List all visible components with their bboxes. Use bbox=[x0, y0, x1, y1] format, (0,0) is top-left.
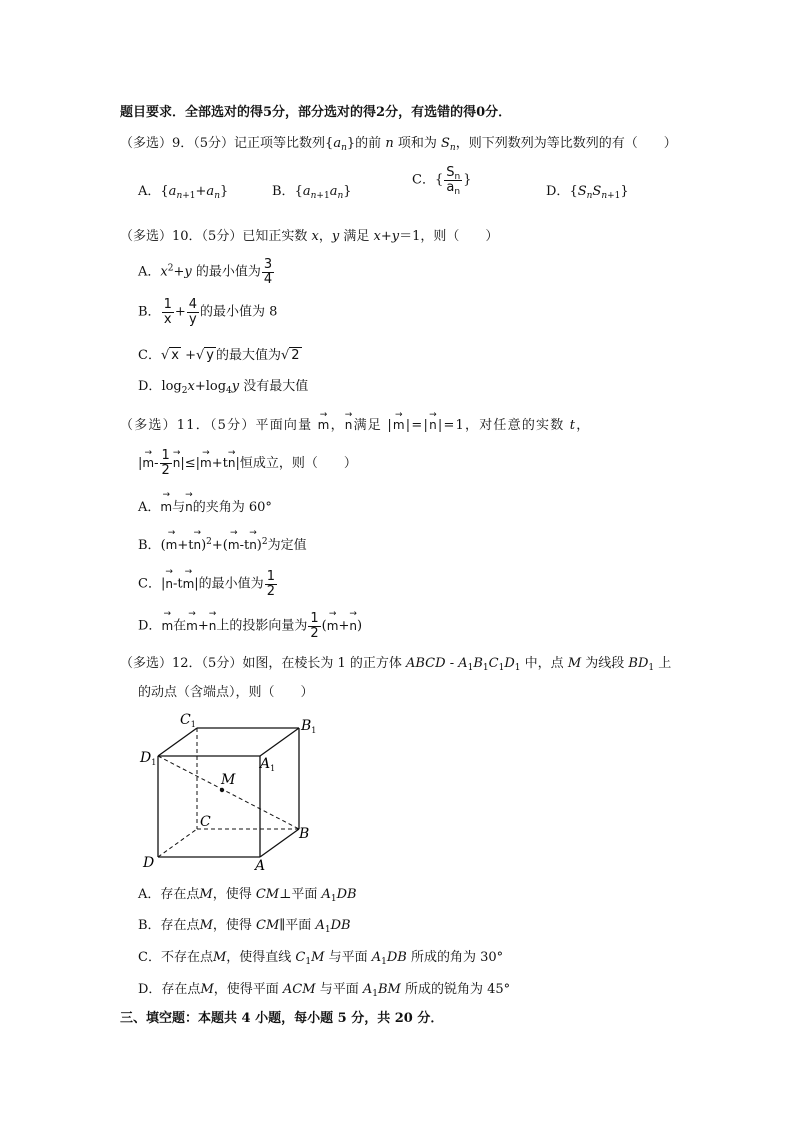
question-12-stem-line2: 的动点（含端点），则（ ） bbox=[138, 685, 314, 700]
q11-option-b: B．(→ $m+t\to n)^2+(\to m-t\to n)^2$为定值 bbox=[138, 532, 307, 553]
question-11-condition: |→ m- $\frac{1}{2}$ → n|≤|→ m+t→ n|恒成立，则（ ） bbox=[138, 448, 357, 478]
label-a1: $A_1$ bbox=[260, 756, 276, 773]
label-b: B bbox=[299, 826, 310, 842]
q11-option-a: A．→ m与→ n的夹角为 60° bbox=[138, 494, 272, 515]
q9-option-b: B．$\{a_{n+1}a_n\}$ bbox=[272, 184, 352, 201]
section-3-header: 三、填空题：本题共 4 小题，每小题 5 分，共 20 分． bbox=[120, 1011, 444, 1026]
question-9-stem: （多选）9．（5分）记正项等比数列$\{a_n\}$的前 n 项和为 $S_n$，则下列数列为等比数列的有（ ） bbox=[120, 136, 677, 153]
question-11-stem: （多选）11．（5分）平面向量 → m，→ n满足 |→ m|=|→ n|=1，对任意的实数 t， bbox=[120, 410, 590, 435]
q11-option-d: D．→ m在→ m+→ n上的投影向量为 $\frac{1}{2}$ (→ m+→ n) bbox=[138, 612, 362, 640]
q10-option-a: A．$x^2+y$ 的最小值为 $\frac{3}{4}$ bbox=[138, 257, 273, 287]
q9-option-c: C．{ $\frac{S_n}{a_n}$ } bbox=[412, 165, 472, 197]
q10-option-b: B． $\frac{1}{x}$ + $\frac{4}{y}$ 的最小值为 8 bbox=[138, 297, 278, 327]
label-d1: $D_1$ bbox=[140, 750, 157, 767]
section-instructions: 题目要求．全部选对的得5分，部分选对的得2分，有选错的得0分． bbox=[120, 105, 512, 120]
label-c1: $C_1$ bbox=[180, 712, 196, 729]
q12-option-b: B．存在点M，使得 CM∥平面 $A_1DB$ bbox=[138, 918, 351, 935]
cube-figure bbox=[135, 712, 325, 872]
q9-option-a: A．$\{a_{n+1}+a_n\}$ bbox=[138, 184, 229, 201]
q12-option-a: A．存在点M，使得 CM⊥平面 $A_1DB$ bbox=[138, 887, 357, 904]
label-d: D bbox=[143, 855, 155, 871]
q12-option-d: D．存在点M，使得平面 ACM 与平面 $A_1BM$ 所成的锐角为 45° bbox=[138, 982, 511, 999]
question-12-stem: （多选）12．（5分）如图，在棱长为 1 的正方体 ABCD - $A_1B_1C_1D_1$ 中，点 M 为线段 $BD_1$ 上 bbox=[120, 656, 672, 673]
label-c: C bbox=[200, 814, 211, 830]
q11-option-c: C．|→ n-t→ m|的最小值为 $\frac{1}{2}$ bbox=[138, 570, 278, 598]
label-a: A bbox=[255, 858, 266, 872]
label-m: M bbox=[221, 772, 236, 788]
q10-option-c: C．√ x +√ y 的最大值为√ 2 bbox=[138, 348, 300, 363]
label-b1: $B_1$ bbox=[301, 718, 317, 735]
question-10-stem: （多选）10．（5分）已知正实数 x，y 满足 x+y＝1，则（ ） bbox=[120, 229, 499, 244]
q9-option-d: D．$\{S_nS_{n+1}\}$ bbox=[546, 184, 629, 201]
q10-option-d: D．$\log_2x+\log_4y$ 没有最大值 bbox=[138, 379, 309, 396]
q12-option-c: C．不存在点M，使得直线 $C_1M$ 与平面 $A_1DB$ 所成的角为 30° bbox=[138, 950, 504, 967]
